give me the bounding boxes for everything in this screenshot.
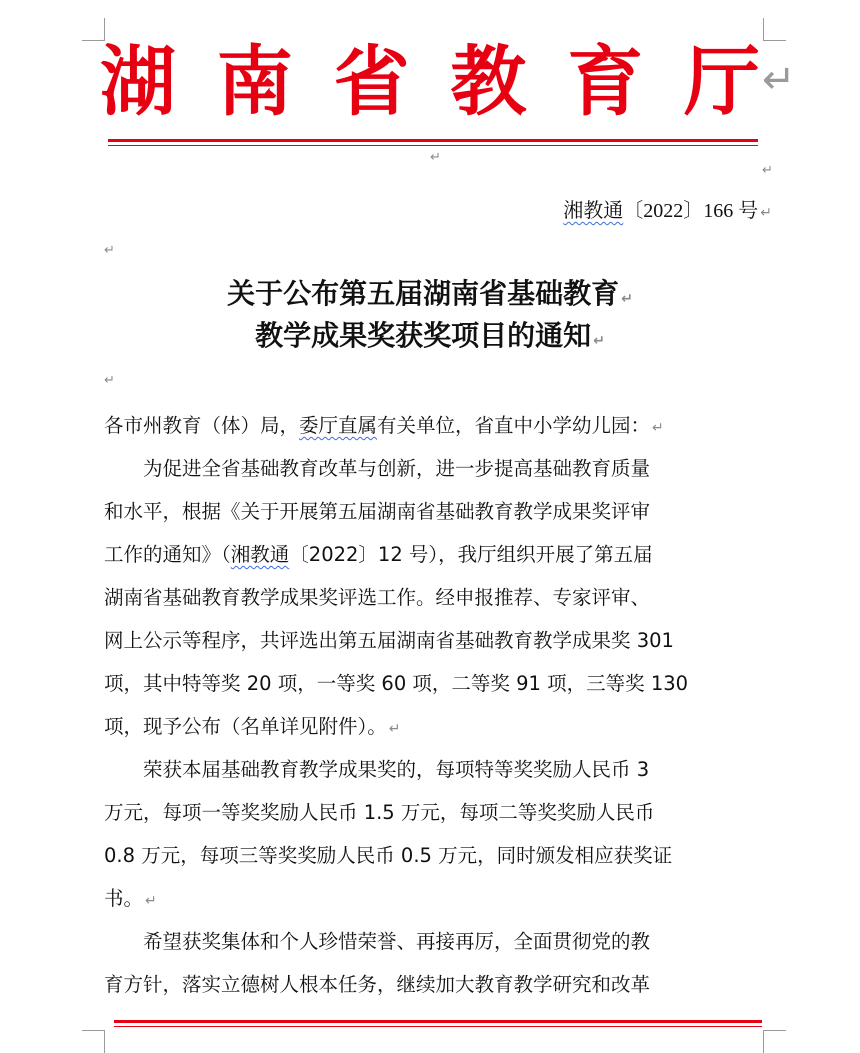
paragraph-mark-icon: ↵ <box>762 163 773 178</box>
salutation-text: 有关单位，省直中小学幼儿园： <box>377 414 651 437</box>
paragraph-line: 为促进全省基础教育改革与创新，进一步提高基础教育质量 <box>143 457 651 480</box>
letterhead-char: 南 <box>216 37 293 126</box>
paragraph-mark-icon: ↵ <box>762 57 796 103</box>
paragraph-line: 和水平，根据《关于开展第五届湖南省基础教育教学成果奖评审 <box>104 500 651 523</box>
paragraph-mark-icon: ↵ <box>104 373 115 388</box>
paragraph-text: 项，现予公布（名单详见附件）。 <box>104 715 387 738</box>
paragraph-line <box>104 705 764 748</box>
paragraph-line <box>104 533 764 576</box>
paragraph-line: 网上公示等程序，共评选出第五届湖南省基础教育教学成果奖 301 <box>104 629 674 652</box>
paragraph-text: 湘教通 <box>230 543 290 566</box>
paragraph-mark-icon: ↵ <box>388 721 401 737</box>
letterhead-char: 育 <box>567 37 644 126</box>
crop-mark-top-right <box>763 18 786 41</box>
paragraph-line <box>104 877 764 920</box>
red-rule-footer-thick <box>114 1020 762 1023</box>
paragraph-line: 希望获奖集体和个人珍惜荣誉、再接再厉，全面贯彻党的教 <box>143 930 651 953</box>
crop-mark-bottom-right <box>763 1030 786 1053</box>
paragraph-line: 0.8 万元，每项三等奖奖励人民币 0.5 万元，同时颁发相应获奖证 <box>104 844 673 867</box>
letterhead-char: 省 <box>333 37 410 126</box>
paragraph-mark-icon: ↵ <box>593 333 605 349</box>
paragraph-line: 湖南省基础教育教学成果奖评选工作。经申报推荐、专家评审、 <box>104 586 651 609</box>
red-rule-thin <box>108 145 758 146</box>
paragraph-text: 工作的通知》（ <box>104 543 231 566</box>
paragraph-mark-icon: ↵ <box>104 243 115 258</box>
paragraph-line: 万元，每项一等奖奖励人民币 1.5 万元，每项二等奖奖励人民币 <box>104 801 655 824</box>
document-body <box>104 404 764 1006</box>
paragraph-line: 项，其中特等奖 20 项，一等奖 60 项，二等奖 91 项，三等奖 130 <box>104 672 689 695</box>
red-rule-thick <box>108 139 758 142</box>
letterhead-title <box>100 32 760 132</box>
paragraph-line: 荣获本届基础教育教学成果奖的，每项特等奖奖励人民币 3 <box>143 758 650 781</box>
document-title-line-2 <box>100 319 760 352</box>
salutation <box>104 404 764 447</box>
paragraph-mark-icon: ↵ <box>145 893 157 909</box>
paragraph-text: 〔2022〕12 号），我厅组织开展了第五届 <box>289 543 653 566</box>
paragraph-text: 书。 <box>104 887 144 910</box>
letterhead-char: 教 <box>450 37 527 126</box>
title-text: 关于公布第五届湖南省基础教育 <box>227 277 620 310</box>
document-number-prefix: 湘教通 <box>563 200 624 222</box>
paragraph-mark-icon: ↵ <box>430 150 441 165</box>
red-rule-footer-thin <box>114 1026 762 1027</box>
salutation-text: 委厅直属 <box>299 414 378 437</box>
document-title-line-1 <box>100 277 760 310</box>
paragraph-mark-icon: ↵ <box>621 291 633 307</box>
paragraph-mark-icon: ↵ <box>760 206 772 221</box>
paragraph-line: 育方针，落实立德树人根本任务，继续加大教育教学研究和改革 <box>104 973 651 996</box>
salutation-text: 各市州教育（体）局， <box>104 414 300 437</box>
letterhead-char: 厅 <box>683 37 760 126</box>
document-number <box>563 194 772 223</box>
paragraph-mark-icon: ↵ <box>652 420 664 436</box>
letterhead-char: 湖 <box>100 37 176 126</box>
document-number-rest: 〔2022〕166 号 <box>623 200 759 222</box>
title-text: 教学成果奖获奖项目的通知 <box>255 319 592 352</box>
crop-mark-bottom-left <box>82 1030 105 1053</box>
